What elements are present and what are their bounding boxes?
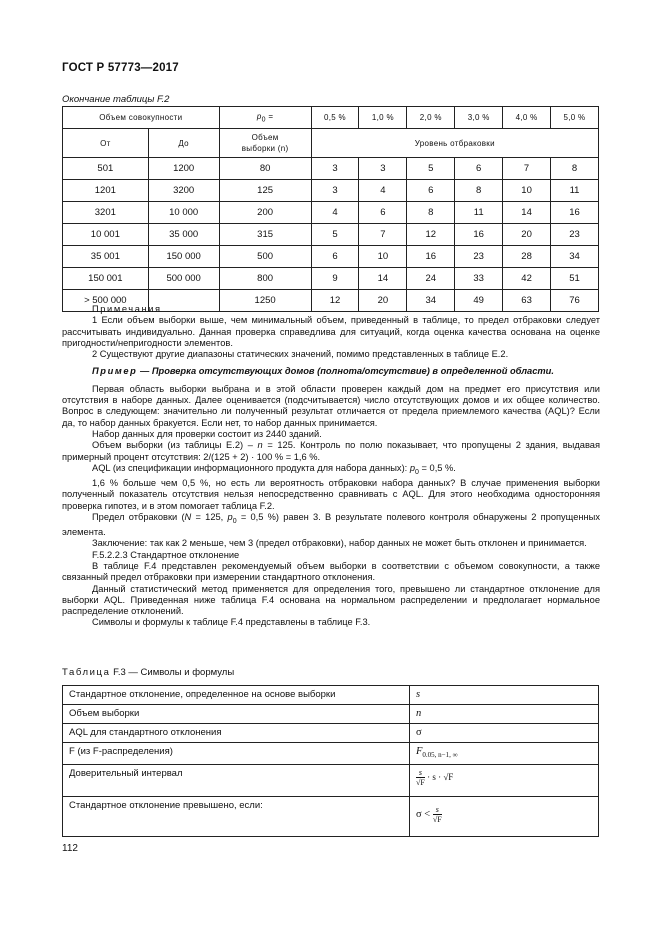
table-row — [63, 268, 599, 290]
table-row — [63, 202, 599, 224]
table-cell: 11 — [551, 180, 599, 202]
table-cell: 10 — [503, 180, 551, 202]
notes-title: Примечания — [92, 304, 162, 314]
table-cell: 500 000 — [148, 268, 219, 290]
table-cell: 33 — [455, 268, 503, 290]
table-cell: 34 — [551, 246, 599, 268]
table-cell: 9 — [311, 268, 359, 290]
table-cell: 3201 — [63, 202, 149, 224]
table-cell: 150 000 — [148, 246, 219, 268]
example-p4: AQL (из спецификации информационного продукта для набора данных): $p_0 = 0,5$ %. — [92, 462, 456, 476]
to-header: До — [148, 129, 219, 158]
table-cell: 6 — [311, 246, 359, 268]
body-text — [62, 304, 600, 629]
table-cell: 49 — [455, 290, 503, 312]
table-cell: 35 000 — [148, 224, 219, 246]
fraction: $\frac{s}{√F}$ — [416, 768, 425, 787]
example-p3: Объем выборки (из таблицы Е.2) – n = 125. Контроль по полю показывает, что пропущены 2 здания, выдавая примерный процент отсутствия: 2/(125 + 2) · 100 % = 1,6 %. — [62, 440, 600, 462]
example-heading: Пример — Проверка отсутствующих домов (полнота/отсутствие) в определенной области. — [92, 366, 554, 377]
table-cell: 80 — [219, 158, 311, 180]
table-cell: 1201 — [63, 180, 149, 202]
table-cell: 4 — [359, 180, 407, 202]
symbol-row-label: AQL для стандартного отклонения — [63, 724, 410, 743]
symbol-row-label: F (из F-распределения) — [63, 743, 410, 765]
table-cell: 7 — [359, 224, 407, 246]
percent-header: 2,0 % — [407, 107, 455, 129]
table-cell: 3200 — [148, 180, 219, 202]
table-cell: 5 — [407, 158, 455, 180]
table-cell: 6 — [455, 158, 503, 180]
percent-header: 5,0 % — [551, 107, 599, 129]
formula-cell: $\frac{s}{√F}$ · s · √F — [410, 765, 599, 797]
table-cell: 23 — [551, 224, 599, 246]
table-cell: 3 — [359, 158, 407, 180]
section-p1: В таблице F.4 представлен рекомендуемый объем выборки в соответствии с объемом совокупности, а также связанный предел отбраковки при измерении стандартного отклонения. — [62, 560, 600, 583]
table-cell: 23 — [455, 246, 503, 268]
symbol-row-label: Объем выборки — [63, 705, 410, 724]
document-header: ГОСТ Р 57773—2017 — [62, 62, 179, 74]
table-cell: 16 — [551, 202, 599, 224]
example-p6: Предел отбраковки (N = 125, $p_0 = 0,5$ %) равен 3. В результате полевого контроля обнаружены 2 пропущенных элемента. — [62, 511, 600, 538]
fraction: $\frac{s}{√F}$ — [432, 805, 442, 824]
table-cell: 12 — [311, 290, 359, 312]
table-cell: 34 — [407, 290, 455, 312]
table-cell: 8 — [551, 158, 599, 180]
table-cell: 4 — [311, 202, 359, 224]
table-cell: 501 — [63, 158, 149, 180]
table-cell: 16 — [407, 246, 455, 268]
table-cell: 8 — [455, 180, 503, 202]
formula-cell: σ < $\frac{s}{√F}$ — [410, 797, 599, 837]
example-p5: 1,6 % больше чем 0,5 %, но есть ли вероятность отбраковки набора данных? В случае применения выборки полученный показатель отсутствия нельзя непосредственно сравнивать с AQL. Для этого необходима односторонняя проверка гипотез, и в этом помогает таблица F.2. — [62, 478, 600, 511]
table-cell: 14 — [503, 202, 551, 224]
symbol-cell: n — [410, 705, 599, 724]
table-row — [63, 158, 599, 180]
table-cell: 24 — [407, 268, 455, 290]
table-cell: 14 — [359, 268, 407, 290]
note-1: 1 Если объем выборки выше, чем минимальный объем, приведенный в таблице, то предел отбраковки следует рассчитывать индивидуально. Данная проверка справедлива для ситуаций, когда оценка качества основана на оценке пригодности/непригодности элементов. — [62, 315, 600, 348]
table-cell: 1250 — [219, 290, 311, 312]
example-p1: Первая область выборки выбрана и в этой области проверен каждый дом на предмет его присутствия или отсутствия в наборе данных. Далее оценивается (подсчитывается) число отсутствующих домов и их общее количество. Вопрос в следующем: значительно ли полученный результат отличается от предела приемлемого качества (AQL)? Если да, то набор данных бракуется. Если нет, то набор данных принимается. — [62, 383, 600, 428]
table-cell: 76 — [551, 290, 599, 312]
percent-header: 4,0 % — [503, 107, 551, 129]
table-cell: 63 — [503, 290, 551, 312]
table-f2 — [62, 106, 599, 312]
section-p3: Символы и формулы к таблице F.4 представлены в таблице F.3. — [92, 617, 371, 628]
from-header: От — [63, 129, 149, 158]
section-p2: Данный статистический метод применяется для определения того, превышено ли стандартное отклонение для выборки AQL. Приведенная ниже таблица F.4 основана на нормальном распределении и предполагает нормальное распределение отклонений. — [62, 583, 600, 617]
percent-header: 1,0 % — [359, 107, 407, 129]
table-cell: 1200 — [148, 158, 219, 180]
rejection-level-header: Уровень отбраковки — [311, 129, 598, 158]
symbol-row-label: Стандартное отклонение превышено, если: — [63, 797, 410, 837]
table-cell: 20 — [503, 224, 551, 246]
table-cell: 28 — [503, 246, 551, 268]
page-number: 112 — [62, 843, 78, 854]
table-cell: 6 — [407, 180, 455, 202]
table-row — [63, 246, 599, 268]
p0-header: $p_0$ = — [219, 107, 311, 129]
percent-header: 0,5 % — [311, 107, 359, 129]
example-p7: Заключение: так как 2 меньше, чем 3 (предел отбраковки), набор данных не может быть отклонен и принимается. — [92, 538, 587, 549]
table-cell: 125 — [219, 180, 311, 202]
table-cell: 11 — [455, 202, 503, 224]
percent-header: 3,0 % — [455, 107, 503, 129]
table-cell: 42 — [503, 268, 551, 290]
lot-size-header: Объем совокупности — [63, 107, 220, 129]
table-f2-caption: Окончание таблицы F.2 — [62, 94, 170, 105]
symbol-row-label: Стандартное отклонение, определенное на основе выборки — [63, 686, 410, 705]
table-cell: 6 — [359, 202, 407, 224]
example-p2: Набор данных для проверки состоит из 2440 зданий. — [92, 428, 322, 439]
table-f3-caption: Таблица F.3 — Символы и формулы — [62, 667, 235, 678]
table-cell: 3 — [311, 180, 359, 202]
table-cell: > 500 000 — [63, 290, 149, 312]
table-cell: 7 — [503, 158, 551, 180]
table-cell: 315 — [219, 224, 311, 246]
table-cell: 16 — [455, 224, 503, 246]
symbol-cell: s — [410, 686, 599, 705]
symbol-cell: σ — [410, 724, 599, 743]
table-cell: 10 001 — [63, 224, 149, 246]
table-row — [63, 224, 599, 246]
table-cell: 500 — [219, 246, 311, 268]
symbol-cell: $F_{0.05, n-1, \infty}$ — [410, 743, 599, 765]
table-row — [63, 180, 599, 202]
table-cell: 51 — [551, 268, 599, 290]
table-cell: 10 — [359, 246, 407, 268]
table-cell: 35 001 — [63, 246, 149, 268]
table-cell: 20 — [359, 290, 407, 312]
table-cell: 3 — [311, 158, 359, 180]
table-cell: 8 — [407, 202, 455, 224]
symbol-row-label: Доверительный интервал — [63, 765, 410, 797]
table-cell: 10 000 — [148, 202, 219, 224]
table-cell: 200 — [219, 202, 311, 224]
section-heading: F.5.2.2.3 Стандартное отклонение — [92, 549, 240, 560]
note-2: 2 Существуют другие диапазоны статических значений, помимо представленных в таблице Е.2. — [92, 349, 509, 360]
table-cell: 12 — [407, 224, 455, 246]
table-cell: 5 — [311, 224, 359, 246]
sample-size-header: Объем выборки (n) — [219, 129, 311, 158]
table-cell: 150 001 — [63, 268, 149, 290]
table-f3 — [62, 685, 599, 837]
table-cell: 800 — [219, 268, 311, 290]
